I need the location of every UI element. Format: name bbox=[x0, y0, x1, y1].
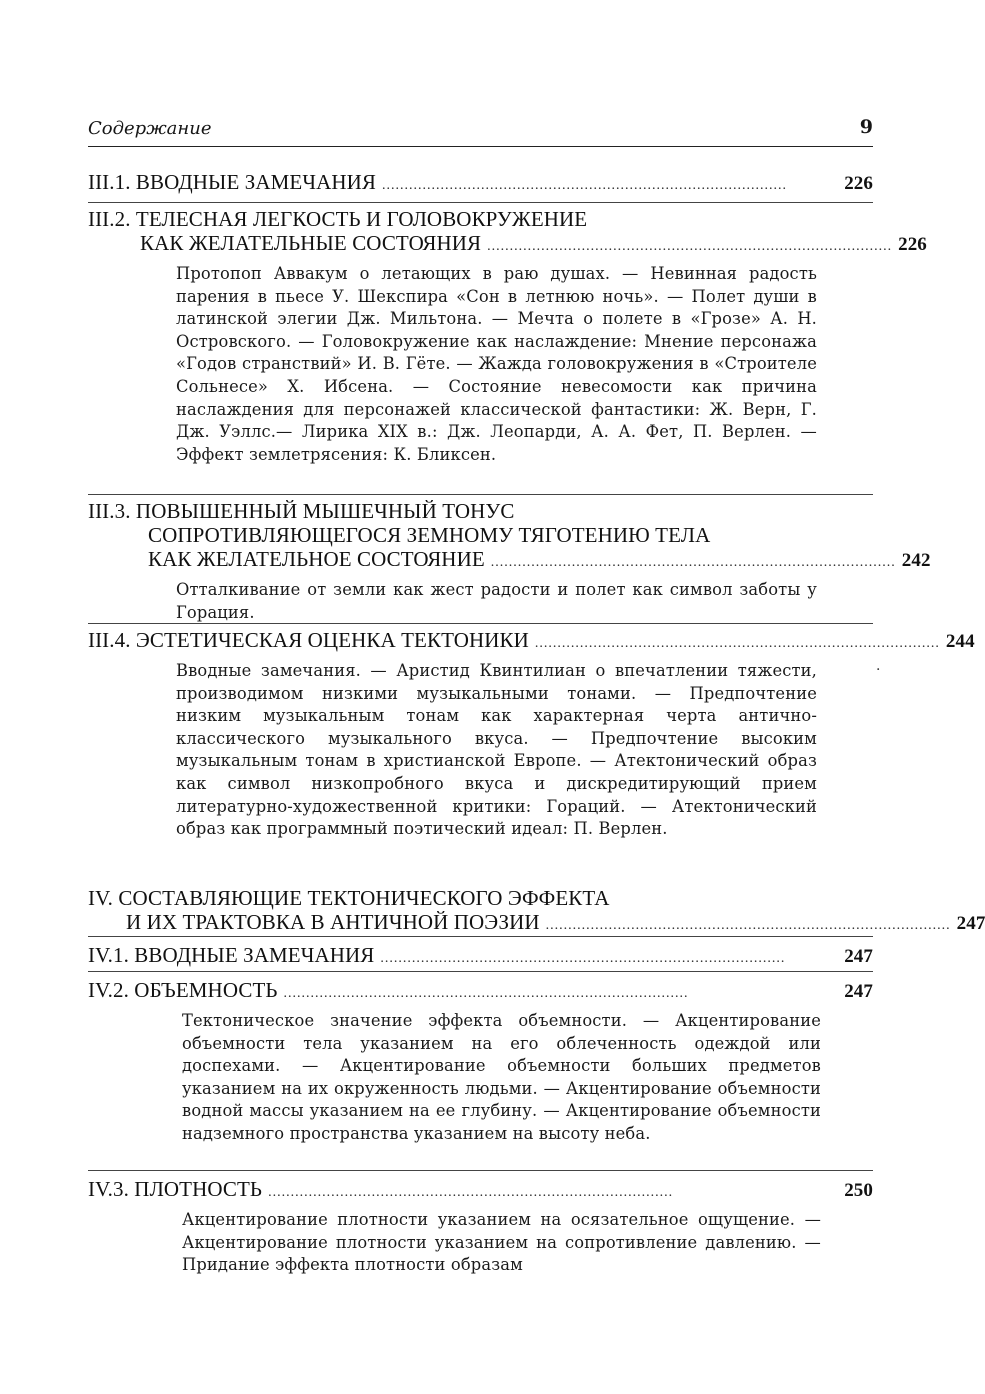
toc-heading bbox=[88, 547, 931, 575]
running-header bbox=[88, 116, 873, 147]
toc-description: Вводные замечания. — Аристид Квинтилиан о впечатлении тяжести, производимом низкими музыкальными тонами. — Предпочтение низким музыкальным тонам как характерная черта антично-классического музыкального вкуса. — Предпочтение высоким музыкальным тонам в христианской Европе. — Атектонический образ как символ низкопробного вкуса и дискредитирующий прием литературно-художественной критики: Гораций. — Атектонический образ как программный поэтический идеал: П. Верлен. bbox=[176, 661, 817, 839]
toc-page-number: 247 bbox=[956, 913, 985, 934]
toc-entry-iii-2[interactable] bbox=[88, 202, 927, 466]
toc-title: IV.1. ВВОДНЫЕ ЗАМЕЧАНИЯ bbox=[88, 943, 375, 967]
toc-heading bbox=[88, 170, 873, 198]
toc-entry-iii-1[interactable] bbox=[88, 170, 873, 198]
toc-title-continued: И ИХ ТРАКТОВКА В АНТИЧНОЙ ПОЭЗИИ bbox=[126, 910, 540, 934]
toc-title-continued: КАК ЖЕЛАТЕЛЬНОЕ СОСТОЯНИЕ bbox=[148, 547, 485, 571]
toc-description: Тектоническое значение эффекта объемности. — Акцентирование объемности тела указанием на его облеченность одеждой или доспехами. — Акцентирование объемности больших предметов указанием на их окруженность людьми. — Акцентирование объемности водной массы указанием на ее глубину. — Акцентирование объемности надземного пространства указанием на высоту неба. bbox=[182, 1011, 821, 1143]
toc-page-number: 247 bbox=[844, 946, 873, 967]
page-number: 9 bbox=[859, 116, 873, 138]
stray-mark: · bbox=[876, 662, 881, 678]
running-title: Содержание bbox=[88, 118, 212, 139]
toc-entry-iv-3[interactable] bbox=[88, 1170, 873, 1277]
toc-description: Акцентирование плотности указанием на осязательное ощущение. — Акцентирование плотности указанием на сопротивление давлению. — Придание эффекта плотности образам bbox=[182, 1210, 821, 1275]
toc-entry-iv-1[interactable] bbox=[88, 936, 873, 971]
dot-leader: .......................................................................................... bbox=[381, 178, 787, 193]
toc-heading bbox=[88, 910, 985, 938]
toc-page-number: 226 bbox=[844, 173, 873, 194]
toc-description: Отталкивание от земли как жест радости и полет как символ заботы у Горация. bbox=[176, 580, 817, 622]
toc-page-number: 247 bbox=[844, 981, 873, 1002]
toc-heading bbox=[88, 978, 873, 1006]
toc-title-continued: КАК ЖЕЛАТЕЛЬНЫЕ СОСТОЯНИЯ bbox=[140, 231, 482, 255]
toc-heading bbox=[88, 1177, 873, 1205]
toc-entry-iv-2[interactable] bbox=[88, 971, 873, 1146]
toc-title: III.4. ЭСТЕТИЧЕСКАЯ ОЦЕНКА ТЕКТОНИКИ bbox=[88, 628, 529, 652]
toc-entry-iv[interactable] bbox=[88, 886, 985, 938]
dot-leader: .......................................................................................... bbox=[268, 1185, 674, 1200]
toc-title: IV.3. ПЛОТНОСТЬ bbox=[88, 1177, 263, 1201]
toc-page-number: 242 bbox=[901, 550, 931, 571]
toc-page-number: 244 bbox=[945, 631, 975, 652]
toc-entry-iii-3[interactable] bbox=[88, 494, 931, 624]
dot-leader: .......................................................................................... bbox=[534, 636, 940, 651]
dot-leader: .......................................................................................... bbox=[545, 918, 951, 933]
toc-heading bbox=[88, 943, 873, 971]
toc-title: III.3. ПОВЫШЕННЫЙ МЫШЕЧНЫЙ ТОНУС bbox=[88, 499, 515, 523]
dot-leader: .......................................................................................... bbox=[487, 239, 893, 254]
toc-heading bbox=[88, 628, 975, 656]
toc-page-number: 250 bbox=[844, 1180, 873, 1201]
dot-leader: .......................................................................................... bbox=[490, 555, 896, 570]
toc-title: IV. СОСТАВЛЯЮЩИЕ ТЕКТОНИЧЕСКОГО ЭФФЕКТА bbox=[88, 886, 610, 910]
dot-leader: .......................................................................................... bbox=[380, 951, 786, 966]
toc-description: Протопоп Аввакум о летающих в раю душах. — Невинная радость парения в пьесе У. Шекспира «Сон в летнюю ночь». — Полет души в латинской элегии Дж. Мильтона. — Мечта о полете в «Грозе» А. Н. Островского. — Головокружение как наслаждение: Мнение персонажа «Годов странствий» И. В. Гёте. — Жажда головокружения в «Строителе Сольнесе» Х. Ибсена. — Состояние невесомости как причина наслаждения для персонажей классической фантастики: Ж. Верн, Г. Дж. Уэллс.— Лирика XIX в.: Дж. Леопарди, А. А. Фет, П. Верлен. — Эффект землетрясения: К. Бликсен. bbox=[176, 264, 817, 464]
toc-title: III.2. ТЕЛЕСНАЯ ЛЕГКОСТЬ И ГОЛОВОКРУЖЕНИЕ bbox=[88, 207, 588, 231]
dot-leader: .......................................................................................... bbox=[283, 986, 689, 1001]
toc-title: IV.2. ОБЪЕМНОСТЬ bbox=[88, 978, 278, 1002]
toc-entry-iii-4[interactable] bbox=[88, 623, 975, 841]
toc-page-number: 226 bbox=[898, 234, 927, 255]
toc-title: III.1. ВВОДНЫЕ ЗАМЕЧАНИЯ bbox=[88, 170, 376, 194]
toc-heading bbox=[88, 231, 927, 259]
toc-title-continued: СОПРОТИВЛЯЮЩЕГОСЯ ЗЕМНОМУ ТЯГОТЕНИЮ ТЕЛА bbox=[148, 523, 711, 547]
